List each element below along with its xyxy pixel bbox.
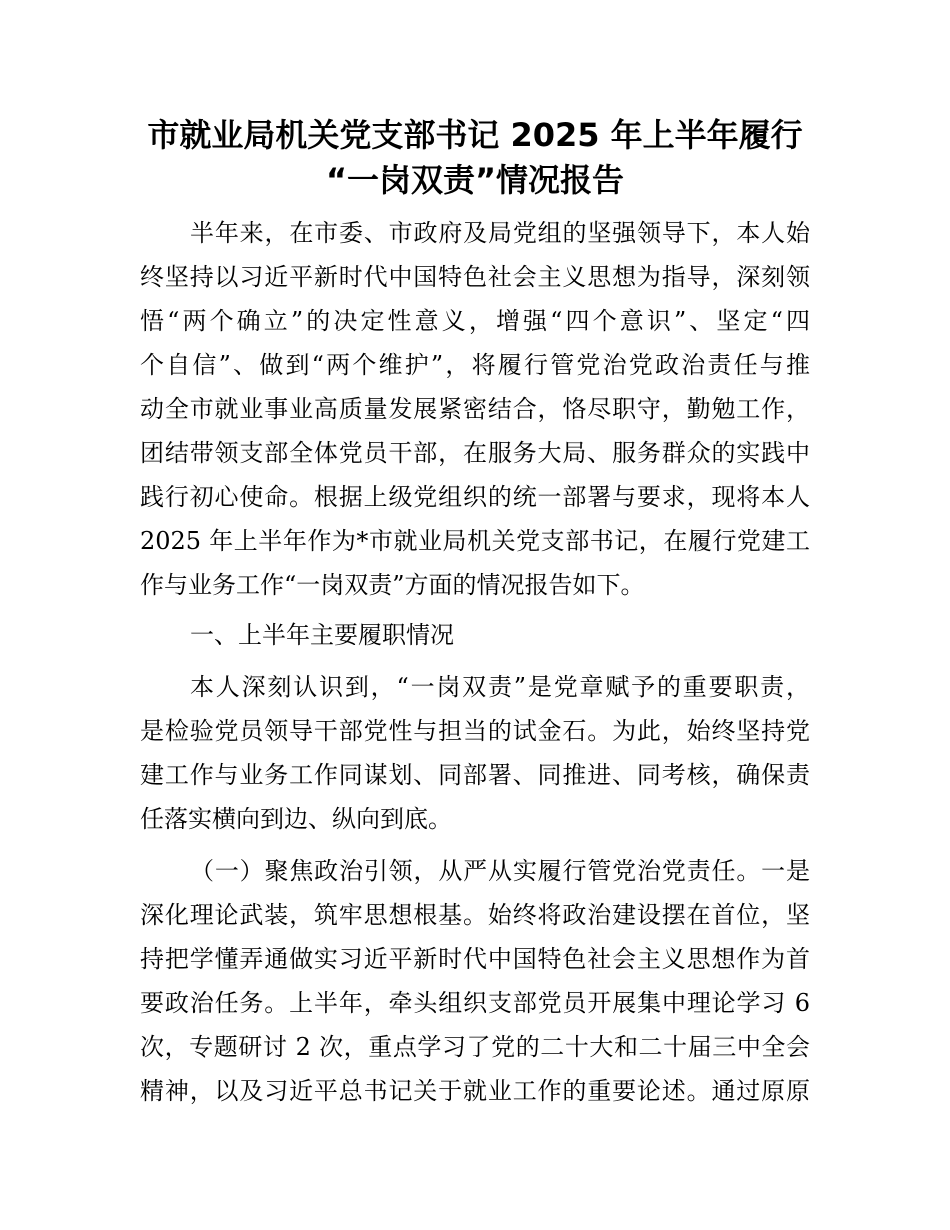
paragraph-line: 深化理论武装，筑牢思想根基。始终将政治建设摆在首位，坚 <box>140 901 810 929</box>
paragraph-line: 半年来，在市委、市政府及局党组的坚强领导下，本人始 <box>190 219 810 247</box>
paragraph-line: 悟“两个确立”的决定性意义，增强“四个意识”、坚定“四 <box>140 307 810 335</box>
paragraph-line: 终坚持以习近平新时代中国特色社会主义思想为指导，深刻领 <box>140 263 810 291</box>
paragraph-line: 次，专题研讨 2 次，重点学习了党的二十大和二十届三中全会 <box>140 1033 810 1061</box>
paragraph-line: 个自信”、做到“两个维护”，将履行管党治党政治责任与推 <box>140 351 810 379</box>
paragraph-line: 动全市就业事业高质量发展紧密结合，恪尽职守，勤勉工作， <box>140 395 810 423</box>
paragraph-line: 任落实横向到边、纵向到底。 <box>140 805 452 833</box>
paragraph-line: 2025 年上半年作为*市就业局机关党支部书记，在履行党建工 <box>140 527 810 555</box>
paragraph-line: 要政治任务。上半年，牵头组织支部党员开展集中理论学习 6 <box>140 989 810 1017</box>
section-heading: 一、上半年主要履职情况 <box>190 621 454 649</box>
document-title-line-1: 市就业局机关党支部书记 2025 年上半年履行 <box>147 116 803 154</box>
subsection-line: （一）聚焦政治引领，从严从实履行管党治党责任。一是 <box>190 857 810 885</box>
paragraph-line: 精神，以及习近平总书记关于就业工作的重要论述。通过原原 <box>140 1077 810 1105</box>
paragraph-line: 团结带领支部全体党员干部，在服务大局、服务群众的实践中 <box>140 439 810 467</box>
document-title-line-2: “一岗双责”情况报告 <box>325 161 625 199</box>
paragraph-line: 建工作与业务工作同谋划、同部署、同推进、同考核，确保责 <box>140 761 810 789</box>
paragraph-line: 作与业务工作“一岗双责”方面的情况报告如下。 <box>140 571 645 599</box>
paragraph-line: 持把学懂弄通做实习近平新时代中国特色社会主义思想作为首 <box>140 945 810 973</box>
paragraph-line: 是检验党员领导干部党性与担当的试金石。为此，始终坚持党 <box>140 717 810 745</box>
paragraph-line: 践行初心使命。根据上级党组织的统一部署与要求，现将本人 <box>140 483 810 511</box>
paragraph-line: 本人深刻认识到，“一岗双责”是党章赋予的重要职责， <box>190 673 810 701</box>
